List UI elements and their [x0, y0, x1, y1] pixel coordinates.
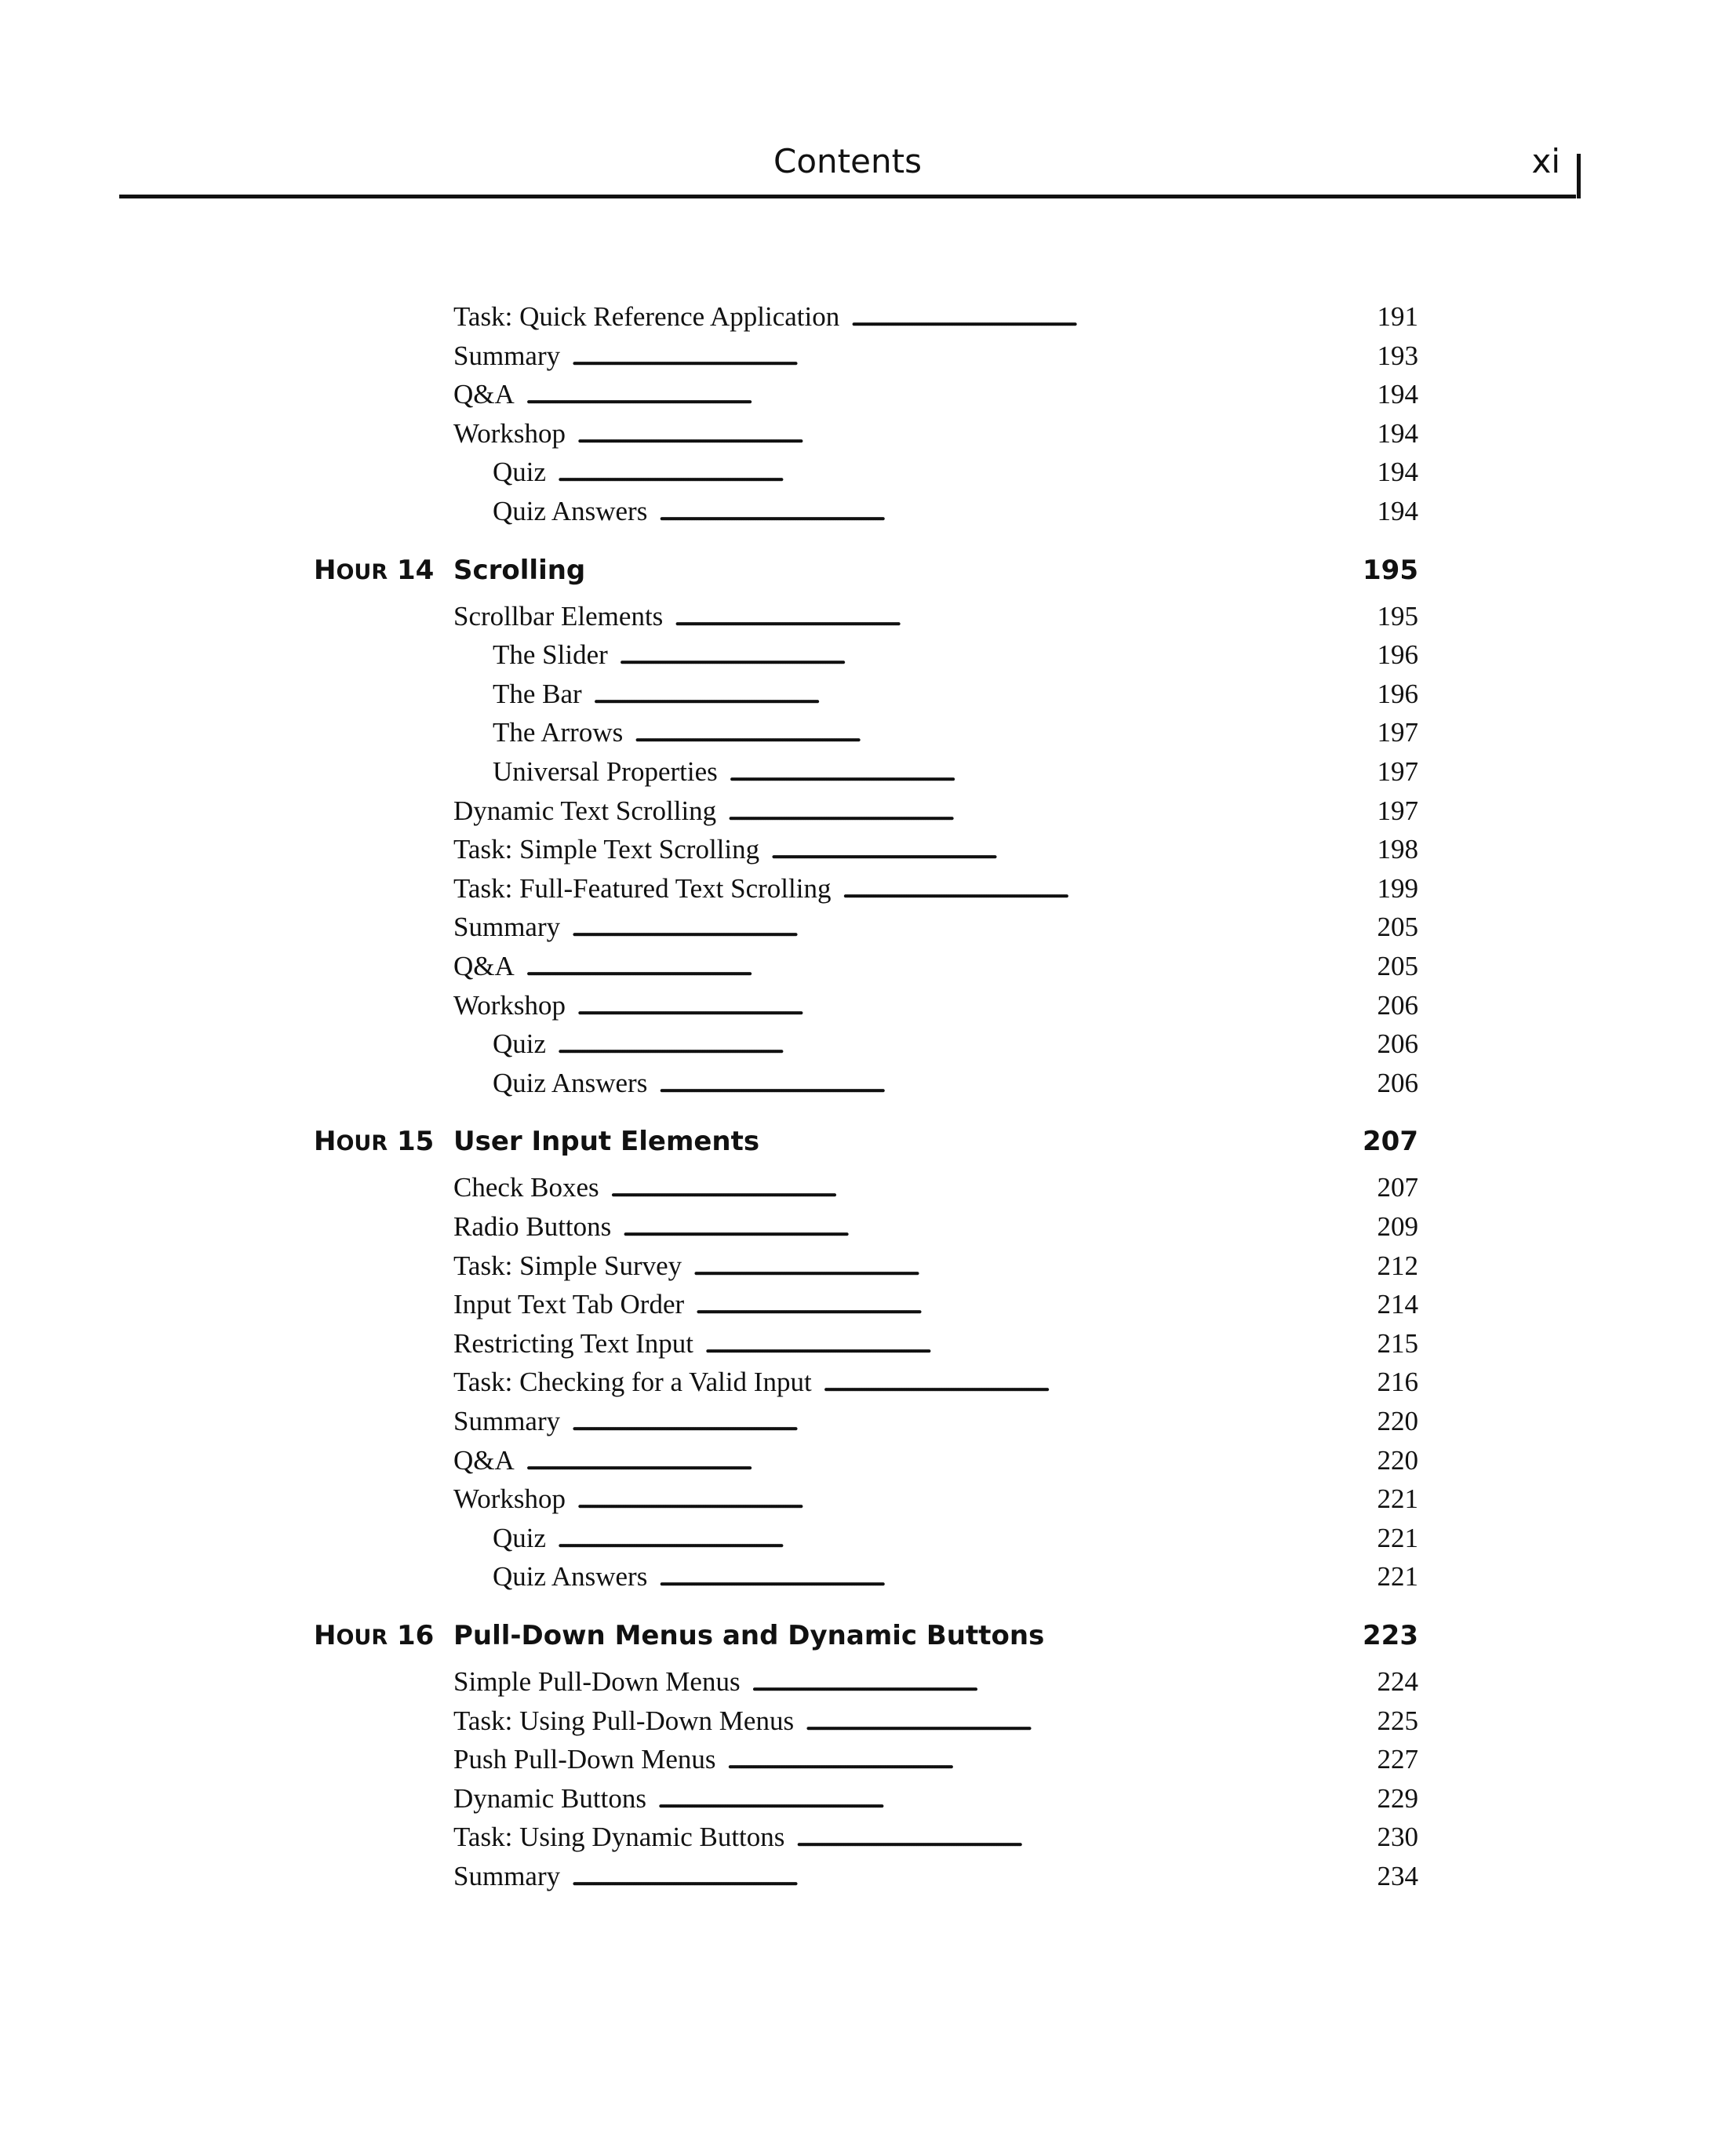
toc-entry[interactable] [453, 908, 1418, 946]
toc-entry[interactable] [493, 1065, 1418, 1102]
toc-entry[interactable] [453, 1169, 1418, 1207]
toc-entry-page-number: 221 [1377, 1483, 1418, 1515]
toc-entry-page-number: 227 [1377, 1744, 1418, 1775]
dot-leader [610, 1169, 1376, 1207]
dot-leader [770, 831, 1375, 868]
dot-leader [526, 376, 1376, 413]
hour-number-label [314, 1120, 439, 1165]
dot-leader [571, 908, 1375, 946]
hour-heading [314, 1614, 1418, 1657]
dot-leader [658, 1065, 1375, 1102]
toc-entry[interactable] [493, 675, 1418, 713]
toc-entry-page-number: 206 [1377, 1067, 1418, 1098]
toc-entry[interactable] [453, 1247, 1418, 1285]
toc-entry[interactable] [453, 870, 1418, 908]
hour-heading [314, 1120, 1418, 1163]
toc-entry-label: Input Text Tab Order [453, 1289, 685, 1320]
dot-leader [622, 1208, 1375, 1246]
dot-leader [795, 1818, 1375, 1856]
dot-leader [571, 1403, 1375, 1440]
toc-entry-page-number: 205 [1377, 912, 1418, 943]
toc-entry-label: Check Boxes [453, 1172, 599, 1203]
toc-entry-label: Task: Quick Reference Application [453, 301, 840, 332]
toc-entry[interactable] [453, 1442, 1418, 1480]
toc-entry-label: Workshop [453, 417, 566, 449]
toc-entry-label: Dynamic Text Scrolling [453, 795, 717, 826]
hour-prefix: H [314, 1620, 337, 1651]
toc-entry-page-number: 234 [1377, 1861, 1418, 1891]
toc-entry-label: Quiz [493, 1028, 547, 1060]
toc-entry-label: Task: Full-Featured Text Scrolling [453, 872, 832, 904]
toc-entry-label: Quiz [493, 457, 547, 488]
hour-number: 16 [396, 1620, 435, 1651]
dot-leader [726, 1741, 1375, 1778]
page-number: xi [1531, 142, 1560, 180]
toc-entry-label: Restricting Text Input [453, 1327, 694, 1359]
hour-prefix-smallcaps: OUR [336, 1625, 388, 1650]
toc-entry-label: Task: Simple Text Scrolling [453, 834, 760, 865]
toc-entry-label: Workshop [453, 989, 566, 1021]
toc-entry-page-number: 216 [1377, 1367, 1418, 1398]
toc-entry-label: Task: Simple Survey [453, 1250, 682, 1281]
dot-leader [619, 636, 1376, 674]
toc-entry[interactable] [453, 1741, 1418, 1778]
dot-leader [695, 1286, 1375, 1323]
dot-leader [634, 714, 1375, 752]
toc-entry-page-number: 194 [1377, 379, 1418, 410]
toc-entry-page-number: 209 [1377, 1211, 1418, 1242]
dot-leader [752, 1663, 1376, 1701]
toc-entry-page-number: 197 [1377, 717, 1418, 748]
toc-entry[interactable] [453, 1663, 1418, 1701]
toc-entry-page-number: 196 [1377, 639, 1418, 671]
dot-leader [577, 415, 1375, 453]
toc-entry-label: Summary [453, 912, 561, 943]
dot-leader [805, 1702, 1375, 1740]
hour-title[interactable]: Scrolling [453, 554, 586, 586]
toc-entry[interactable] [493, 1558, 1418, 1596]
dot-leader [557, 453, 1375, 491]
toc-entry-label: Q&A [453, 379, 515, 410]
toc-entry[interactable] [453, 598, 1418, 635]
toc-entry[interactable] [493, 636, 1418, 674]
hour-prefix-smallcaps: OUR [336, 1131, 388, 1156]
toc-entry-page-number: 197 [1377, 756, 1418, 787]
toc-entry-page-number: 220 [1377, 1444, 1418, 1476]
toc-entry-page-number: 196 [1377, 678, 1418, 709]
dot-leader [657, 1780, 1376, 1818]
toc-entry-label: Push Pull-Down Menus [453, 1744, 716, 1775]
toc-entry[interactable] [453, 1480, 1418, 1518]
hour-heading [314, 549, 1418, 592]
toc-entry-label: Quiz Answers [493, 1561, 648, 1593]
toc-entry[interactable] [493, 714, 1418, 752]
toc-entry-label: Workshop [453, 1483, 566, 1515]
dot-leader [842, 870, 1375, 908]
toc-entry-page-number: 193 [1377, 340, 1418, 371]
toc-entry-page-number: 206 [1377, 1028, 1418, 1060]
hour-title[interactable]: Pull-Down Menus and Dynamic Buttons [453, 1620, 1045, 1651]
toc-entry-label: Q&A [453, 1444, 515, 1476]
toc-entry-label: Quiz Answers [493, 496, 648, 526]
toc-entry-page-number: 230 [1377, 1822, 1418, 1853]
toc-entry-page-number: 198 [1377, 834, 1418, 865]
toc-entry-page-number: 214 [1377, 1289, 1418, 1320]
hour-number: 15 [396, 1126, 435, 1158]
toc-entry-label: Task: Using Dynamic Buttons [453, 1822, 785, 1853]
toc-entry-page-number: 197 [1377, 795, 1418, 826]
toc-entry[interactable] [453, 792, 1418, 830]
toc-entry[interactable] [493, 1025, 1418, 1063]
toc-entry-page-number: 212 [1377, 1250, 1418, 1281]
toc-entry[interactable] [493, 493, 1418, 530]
dot-leader [729, 753, 1376, 791]
toc-entry-page-number: 221 [1377, 1561, 1418, 1593]
dot-leader [526, 948, 1376, 985]
toc-entry[interactable] [453, 376, 1418, 413]
toc-entry[interactable] [453, 1780, 1418, 1818]
toc-entry[interactable] [453, 987, 1418, 1025]
toc-entry-label: Summary [453, 1861, 561, 1891]
toc-entry[interactable] [493, 753, 1418, 791]
toc-entry-page-number: 194 [1377, 457, 1418, 488]
toc-entry-page-number: 215 [1377, 1327, 1418, 1359]
toc-entry-page-number: 195 [1377, 600, 1418, 632]
toc-entry-label: The Bar [493, 678, 582, 709]
toc-entry[interactable] [453, 1818, 1418, 1856]
dot-leader [823, 1363, 1376, 1401]
toc-entry-label: Task: Using Pull-Down Menus [453, 1705, 795, 1736]
dot-leader [727, 792, 1375, 830]
toc-entry-label: Simple Pull-Down Menus [453, 1666, 741, 1697]
hour-prefix: H [314, 554, 337, 586]
toc-entry-label: Quiz Answers [493, 1067, 648, 1098]
toc-entry[interactable] [453, 1363, 1418, 1401]
dot-leader [571, 1858, 1375, 1895]
toc-entry-page-number: 220 [1377, 1406, 1418, 1436]
toc-entry[interactable] [453, 337, 1418, 375]
hour-number: 14 [396, 554, 435, 586]
toc-entry-page-number: 205 [1377, 951, 1418, 981]
toc-entry-label: Radio Buttons [453, 1211, 612, 1242]
hour-page-number: 195 [1363, 554, 1418, 586]
toc-entry[interactable] [453, 1702, 1418, 1740]
toc-entry-label: Universal Properties [493, 756, 718, 787]
toc-entry-page-number: 207 [1377, 1172, 1418, 1203]
dot-leader [704, 1325, 1375, 1363]
toc-entry-page-number: 199 [1377, 872, 1418, 904]
toc-entry-label: Quiz [493, 1522, 547, 1553]
toc-entry[interactable] [493, 453, 1418, 491]
running-head-title: Contents [773, 142, 922, 180]
toc-entry[interactable] [453, 298, 1418, 336]
hour-number-label [314, 549, 439, 594]
dot-leader [557, 1025, 1375, 1063]
toc-entry-label: Task: Checking for a Valid Input [453, 1367, 812, 1398]
toc-entry-page-number: 191 [1377, 301, 1418, 332]
hour-page-number: 223 [1363, 1620, 1418, 1651]
hour-page-number: 207 [1363, 1126, 1418, 1158]
toc-entry[interactable] [453, 1286, 1418, 1323]
toc-entry-label: The Slider [493, 639, 608, 671]
toc-entry[interactable] [493, 1520, 1418, 1557]
toc-entry[interactable] [453, 1325, 1418, 1363]
hour-prefix-smallcaps: OUR [336, 559, 388, 584]
dot-leader [557, 1520, 1375, 1557]
toc-entry-label: Summary [453, 340, 561, 371]
toc-entry-label: The Arrows [493, 717, 624, 748]
dot-leader [850, 298, 1375, 336]
toc-entry-page-number: 221 [1377, 1522, 1418, 1553]
hour-number-label [314, 1614, 439, 1659]
dot-leader [593, 675, 1376, 713]
toc-entry-page-number: 225 [1377, 1705, 1418, 1736]
dot-leader [577, 987, 1375, 1025]
toc-entry-label: Summary [453, 1406, 561, 1436]
toc-entry-page-number: 229 [1377, 1782, 1418, 1814]
dot-leader [577, 1480, 1375, 1518]
toc-entry[interactable] [453, 1858, 1418, 1895]
toc-entry[interactable] [453, 1403, 1418, 1440]
hour-prefix: H [314, 1126, 337, 1158]
dot-leader [674, 598, 1375, 635]
toc-entry-page-number: 194 [1377, 417, 1418, 449]
toc-entry-label: Dynamic Buttons [453, 1782, 646, 1814]
dot-leader [658, 1558, 1375, 1596]
toc-entry-label: Scrollbar Elements [453, 600, 664, 632]
dot-leader [693, 1247, 1375, 1285]
toc-entry[interactable] [453, 1208, 1418, 1246]
dot-leader [571, 337, 1375, 375]
toc-entry-page-number: 224 [1377, 1666, 1418, 1697]
dot-leader [658, 493, 1375, 530]
hour-title[interactable]: User Input Elements [453, 1126, 760, 1158]
toc-entry-label: Q&A [453, 951, 515, 981]
toc-entry[interactable] [453, 415, 1418, 453]
toc-entry[interactable] [453, 831, 1418, 868]
toc-entry[interactable] [453, 948, 1418, 985]
dot-leader [526, 1442, 1376, 1480]
toc-entry-page-number: 206 [1377, 989, 1418, 1021]
toc-entry-page-number: 194 [1377, 496, 1418, 526]
